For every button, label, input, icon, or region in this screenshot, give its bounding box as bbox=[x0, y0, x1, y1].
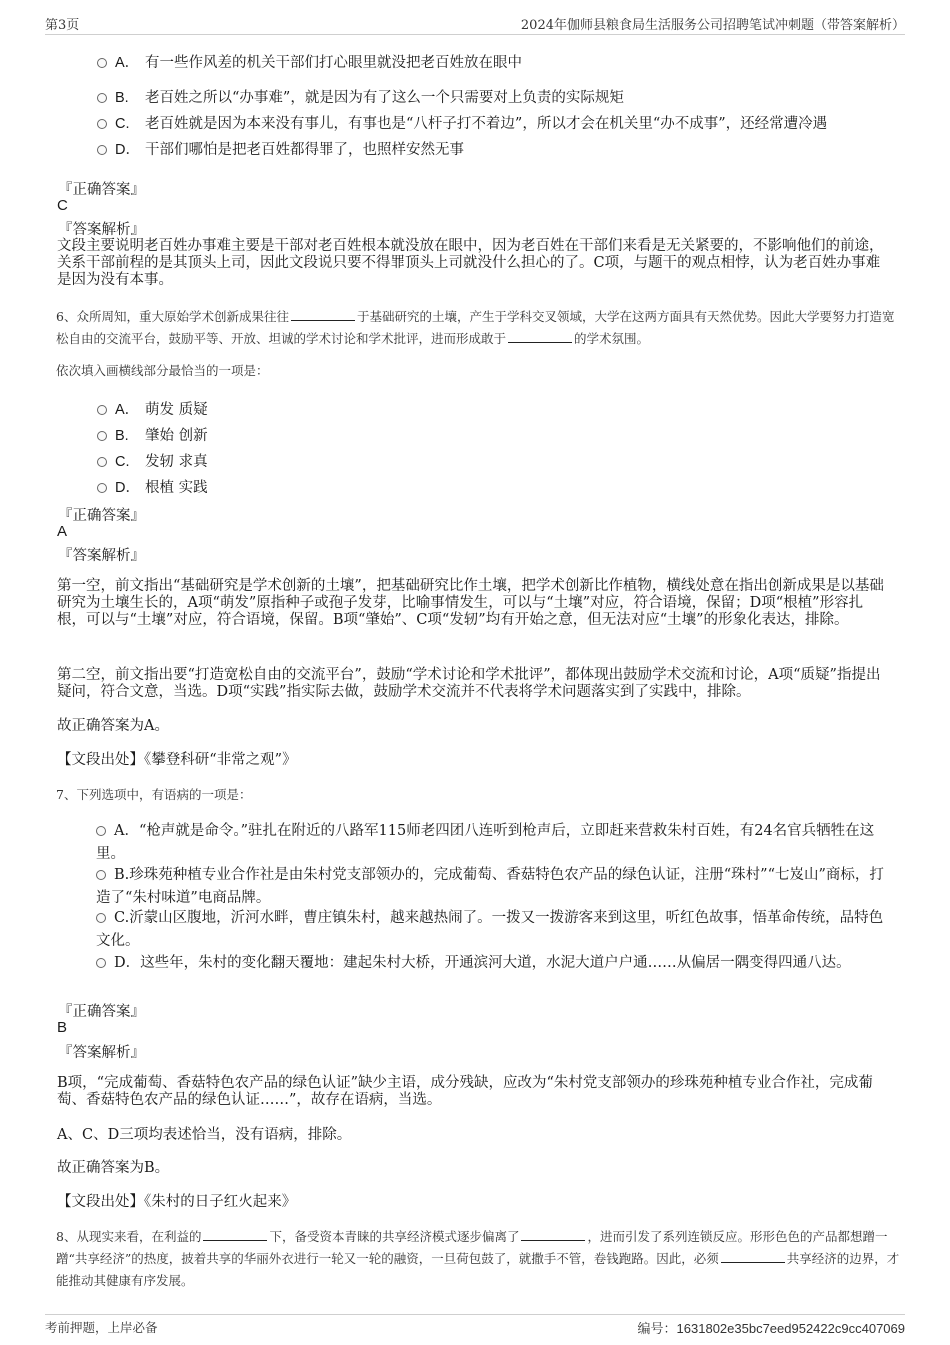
footer-slogan: 考前押题，上岸必备 bbox=[45, 1320, 158, 1335]
q5-analysis: 文段主要说明老百姓办事难主要是干部对老百姓根本就没放在眼中，因为老百姓在干部们来看是无关紧要的，不影响他们的前途，关系干部前程的是其顶头上司，因此文段说只要不得罪顶头上司就没什么担心的了。C项，与题干的观点相悖，认为老百姓办事难是因为没有本事。 bbox=[57, 238, 884, 288]
document-title: 2024年伽师县粮食局生活服务公司招聘笔试冲刺题（带答案解析） bbox=[520, 18, 905, 33]
radio-icon[interactable] bbox=[96, 913, 106, 923]
q6-answer: A bbox=[57, 523, 68, 540]
radio-icon[interactable] bbox=[97, 58, 107, 68]
radio-icon[interactable] bbox=[96, 826, 106, 836]
q7-analysis-label: 『答案解析』 bbox=[58, 1045, 145, 1061]
q5-answer: C bbox=[57, 197, 68, 214]
q7-stem: 7、下列选项中，有语病的一项是： bbox=[56, 787, 252, 802]
q7-source: 【文段出处】《朱村的日子红火起来》 bbox=[57, 1194, 297, 1210]
blank-line bbox=[203, 1228, 267, 1241]
q6-option-d[interactable]: D． 根植 实践 bbox=[97, 476, 208, 497]
q6-analysis-label: 『答案解析』 bbox=[58, 548, 145, 564]
q6-instruction: 依次填入画横线部分最恰当的一项是： bbox=[56, 363, 269, 378]
q6-answer-label: 『正确答案』 bbox=[58, 508, 145, 524]
blank-line bbox=[291, 308, 355, 321]
radio-icon[interactable] bbox=[97, 431, 107, 441]
page-footer bbox=[45, 1314, 905, 1337]
blank-line bbox=[508, 330, 572, 343]
q5-option-b[interactable]: B. 老百姓之所以“办事难”，就是因为有了这么一个只需要对上负责的实际规矩 bbox=[97, 86, 624, 107]
blank-line bbox=[521, 1228, 585, 1241]
radio-icon[interactable] bbox=[96, 958, 106, 968]
q7-option-d[interactable]: D．这些年，朱村的变化翻天覆地：建起朱村大桥，开通滨河大道，水泥大道户户通……从偏居一隅变得四通八达。 bbox=[96, 952, 896, 975]
q7-option-c[interactable]: C.沂蒙山区腹地，沂河水畔，曹庄镇朱村，越来越热闹了。一拨又一拨游客来到这里，听红色故事，悟革命传统，品特色文化。 bbox=[96, 910, 884, 949]
q5-answer-label: 『正确答案』 bbox=[58, 182, 145, 198]
q6-analysis-2: 第二空，前文指出要“打造宽松自由的交流平台”，鼓励“学术讨论和学术批评”，都体现出鼓励学术交流和讨论，A项“质疑”指提出疑问，符合文意，当选。D项“实践”指实际去做，鼓励学术交流并不代表将学术问题落实到了实践中，排除。 bbox=[57, 667, 881, 700]
radio-icon[interactable] bbox=[97, 93, 107, 103]
q5-option-a[interactable]: A． 有一些作风差的机关干部们打心眼里就没把老百姓放在眼中 bbox=[97, 51, 522, 72]
q7-analysis-1: B项，“完成葡萄、香菇特色农产品的绿色认证”缺少主语，成分残缺，应改为“朱村党支部领办的珍珠苑种植专业合作社，完成葡萄、香菇特色农产品的绿色认证……”，故存在语病，当选。 bbox=[57, 1075, 873, 1108]
radio-icon[interactable] bbox=[97, 483, 107, 493]
q7-option-b[interactable]: B.珍珠苑种植专业合作社是由朱村党支部领办的，完成葡萄、香菇特色农产品的绿色认证，注册“珠村”“七岌山”商标，打造了“朱村味道”电商品牌。 bbox=[96, 867, 884, 906]
q5-option-d[interactable]: D． 干部们哪怕是把老百姓都得罪了，也照样安然无事 bbox=[97, 138, 464, 159]
q6-source: 【文段出处】《攀登科研“非常之观”》 bbox=[57, 752, 297, 768]
radio-icon[interactable] bbox=[96, 870, 106, 880]
q8-stem: 8、从现实来看，在利益的 下，备受资本青睐的共享经济模式逐步偏离了 ，进而引发了系列连锁反应。形形色色的产品都想蹭一蹭“共享经济”的热度，披着共享的华丽外衣进行一轮又一轮的融资，一旦荷包鼓了，就撒手不管，卷钱跑路。因此，必须 共享经济的边界，才能推动其健康有序发展。 bbox=[56, 1229, 900, 1288]
q6-conclusion: 故正确答案为A。 bbox=[57, 718, 169, 734]
q6-analysis-1: 第一空，前文指出“基础研究是学术创新的土壤”，把基础研究比作土壤，把学术创新比作植物，横线处意在指出创新成果是以基础研究为土壤生长的，A项“萌发”原指种子或孢子发芽，比喻事情发生，可以与“土壤”对应，符合语境，保留；D项“根植”形容扎根，可以与“土壤”对应，符合语境，保留。B项“肇始”、C项“发轫”均有开始之意，但无法对应“土壤”的形象化表达，排除。 bbox=[57, 578, 884, 628]
radio-icon[interactable] bbox=[97, 145, 107, 155]
q7-option-a[interactable]: A．“枪声就是命令。”驻扎在附近的八路军115师老四团八连听到枪声后，立即赶来营救朱村百姓，有24名官兵牺牲在这里。 bbox=[96, 823, 875, 862]
q6-option-a[interactable]: A． 萌发 质疑 bbox=[97, 398, 208, 419]
document-id: 编号：1631802e35bc7eed952422c9cc407069 bbox=[637, 1321, 905, 1336]
q7-analysis-2: A、C、D三项均表述恰当，没有语病，排除。 bbox=[57, 1127, 352, 1143]
q6-stem: 6、众所周知，重大原始学术创新成果往往 于基础研究的土壤，产生于学科交叉领域，大学在这两方面具有天然优势。因此大学要努力打造宽松自由的交流平台，鼓励平等、开放、坦诚的学术讨论和学术批评，进而形成敢于 的学术氛围。 bbox=[56, 309, 895, 346]
q5-option-c[interactable]: C. 老百姓就是因为本来没有事儿，有事也是“八杆子打不着边”，所以才会在机关里“办不成事”，还经常遭冷遇 bbox=[97, 112, 827, 133]
q6-option-b[interactable]: B. 肇始 创新 bbox=[97, 424, 208, 445]
q7-conclusion: 故正确答案为B。 bbox=[57, 1160, 170, 1176]
blank-line bbox=[721, 1250, 785, 1263]
radio-icon[interactable] bbox=[97, 119, 107, 129]
page-number: 第3页 bbox=[45, 18, 80, 33]
page-header bbox=[45, 14, 905, 35]
radio-icon[interactable] bbox=[97, 405, 107, 415]
q7-answer-label: 『正确答案』 bbox=[58, 1004, 145, 1020]
q7-answer: B bbox=[57, 1019, 68, 1036]
q5-analysis-label: 『答案解析』 bbox=[58, 222, 145, 238]
radio-icon[interactable] bbox=[97, 457, 107, 467]
q6-option-c[interactable]: C. 发轫 求真 bbox=[97, 450, 208, 471]
